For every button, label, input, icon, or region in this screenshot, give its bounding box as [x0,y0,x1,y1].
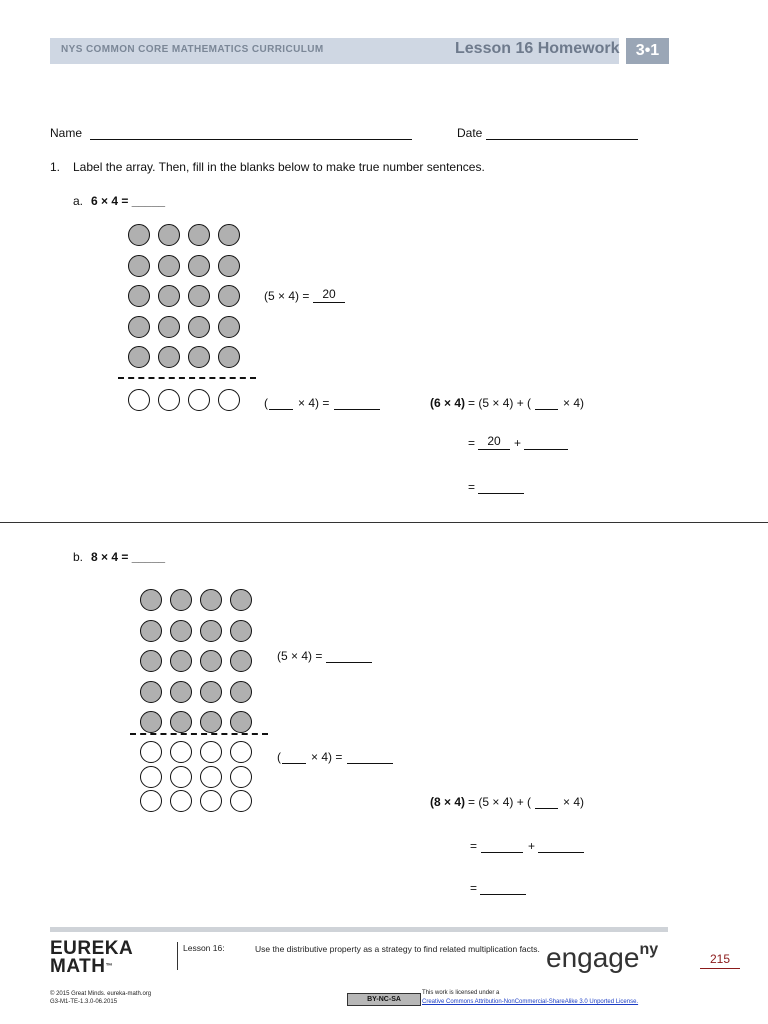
part-b-eq1-blank-right[interactable] [538,852,584,853]
array-dot-empty [140,766,162,788]
array-dot-empty [200,766,222,788]
array-dot-filled [128,316,150,338]
array-dot-filled [188,285,210,307]
array-dot-empty [230,790,252,812]
name-label: Name [50,126,83,140]
part-a-remainder-close: × 4) = [298,396,330,410]
eureka-math-logo [50,940,133,976]
array-dot-filled [230,589,252,611]
part-a-remainder-blank[interactable] [269,409,293,410]
part-b-distributive-blank[interactable] [535,808,558,809]
part-a-distributive-end: × 4) [563,396,585,410]
array-dot-empty [170,766,192,788]
engage-text: engage [546,942,640,973]
part-a-eq2-prefix: = [468,480,476,494]
array-dot-empty [170,741,192,763]
question-instruction: Label the array. Then, fill in the blanks below to make true number sentences. [73,160,485,174]
array-dot-filled [158,255,180,277]
array-dot-filled [188,224,210,246]
array-dot-filled [200,620,222,642]
cc-badge-text: BY-NC-SA [367,996,401,1003]
part-b-remainder-blank[interactable] [282,763,306,764]
part-b-distributive-end: × 4) [563,795,585,809]
array-dot-empty [188,389,210,411]
array-dot-filled [128,346,150,368]
date-label: Date [457,126,483,140]
array-b-split-line [130,733,268,735]
part-a-five-times-four: (5 × 4) = [264,289,310,303]
array-dot-filled [230,650,252,672]
array-dot-filled [158,316,180,338]
cc-license-badge [347,993,421,1006]
array-dot-filled [188,346,210,368]
part-a-eq2-blank[interactable] [478,493,524,494]
part-a-eq1-prefix: = [468,436,476,450]
array-dot-filled [200,589,222,611]
array-dot-filled [170,711,192,733]
part-b-eq2-blank[interactable] [480,894,526,895]
array-dot-filled [158,224,180,246]
array-dot-filled [200,711,222,733]
engage-sup: ny [639,940,659,958]
array-dot-filled [218,224,240,246]
array-dot-filled [170,589,192,611]
part-a-eq1-answer[interactable]: 20 [478,434,510,450]
copyright-line-1: © 2015 Great Minds. eureka-math.org [50,991,152,997]
copyright-line-2: G3-M1-TE-1.3.0-06.2015 [50,999,118,1005]
page-number: 215 [700,952,740,969]
part-b-remainder-open: ( [277,750,281,764]
part-b-five-times-four: (5 × 4) = [277,649,323,663]
array-dot-filled [140,650,162,672]
module-badge: 3•1 [626,38,669,64]
array-dot-filled [218,255,240,277]
date-field[interactable] [486,139,638,140]
array-dot-filled [200,650,222,672]
array-dot-filled [188,316,210,338]
array-dot-empty [140,741,162,763]
engageny-logo [546,942,658,974]
footer-lesson-desc: Use the distributive property as a strategy to find related multiplication facts. [255,944,540,954]
part-a-eq1-plus: + [514,436,522,450]
section-divider [0,522,768,523]
license-link[interactable]: Creative Commons Attribution-NonCommercial-ShareAlike 3.0 Unported License. [422,999,639,1005]
part-b-remainder-close: × 4) = [311,750,343,764]
lesson-title: Lesson 16 Homework [455,40,620,57]
array-dot-filled [218,316,240,338]
part-a-letter: a. [73,194,84,208]
part-b-prompt: 8 × 4 = _____ [91,550,166,564]
part-a-distributive-bold: (6 × 4) [430,396,466,410]
part-b-eq1-plus: + [528,839,536,853]
footer-divider [177,942,178,970]
array-dot-empty [230,741,252,763]
name-field[interactable] [90,139,412,140]
footer-band [50,927,668,932]
array-dot-empty [200,741,222,763]
part-b-eq2-prefix: = [470,881,478,895]
array-dot-filled [140,681,162,703]
curriculum-label: NYS COMMON CORE MATHEMATICS CURRICULUM [61,44,324,55]
array-dot-filled [140,620,162,642]
array-dot-filled [158,285,180,307]
array-dot-empty [230,766,252,788]
part-b-distributive-bold: (8 × 4) [430,795,466,809]
array-a-split-line [118,377,256,379]
array-dot-empty [170,790,192,812]
array-dot-filled [230,620,252,642]
array-dot-filled [218,285,240,307]
array-dot-empty [158,389,180,411]
array-dot-filled [230,681,252,703]
array-dot-filled [128,255,150,277]
part-b-five-times-four-answer[interactable] [326,662,372,663]
part-a-distributive-blank[interactable] [535,409,558,410]
part-a-five-times-four-answer[interactable]: 20 [313,287,345,303]
license-text: This work is licensed under a [422,990,500,996]
array-dot-filled [140,589,162,611]
array-dot-filled [170,650,192,672]
array-dot-filled [140,711,162,733]
array-dot-filled [170,681,192,703]
array-dot-filled [170,620,192,642]
part-a-remainder-answer[interactable] [334,409,380,410]
array-dot-filled [230,711,252,733]
part-b-remainder-answer[interactable] [347,763,393,764]
question-number: 1. [50,160,61,174]
array-dot-filled [188,255,210,277]
array-dot-filled [218,346,240,368]
array-dot-empty [200,790,222,812]
part-b-eq1-prefix: = [470,839,478,853]
part-b-distributive-rest: = (5 × 4) + ( [468,795,532,809]
array-dot-empty [140,790,162,812]
part-b-eq1-blank-left[interactable] [481,852,523,853]
part-a-prompt: 6 × 4 = _____ [91,194,166,208]
array-dot-filled [200,681,222,703]
array-dot-empty [218,389,240,411]
part-b-letter: b. [73,550,84,564]
array-dot-filled [128,285,150,307]
array-dot-filled [158,346,180,368]
array-dot-empty [128,389,150,411]
logo-line-2: MATH [50,956,106,977]
part-a-eq1-blank[interactable] [524,449,568,450]
logo-line-1: EUREKA [50,938,134,959]
array-dot-filled [128,224,150,246]
footer-lesson-label: Lesson 16: [183,943,225,953]
logo-trademark: ™ [105,963,113,970]
part-a-remainder-open: ( [264,396,268,410]
part-a-distributive-rest: = (5 × 4) + ( [468,396,532,410]
